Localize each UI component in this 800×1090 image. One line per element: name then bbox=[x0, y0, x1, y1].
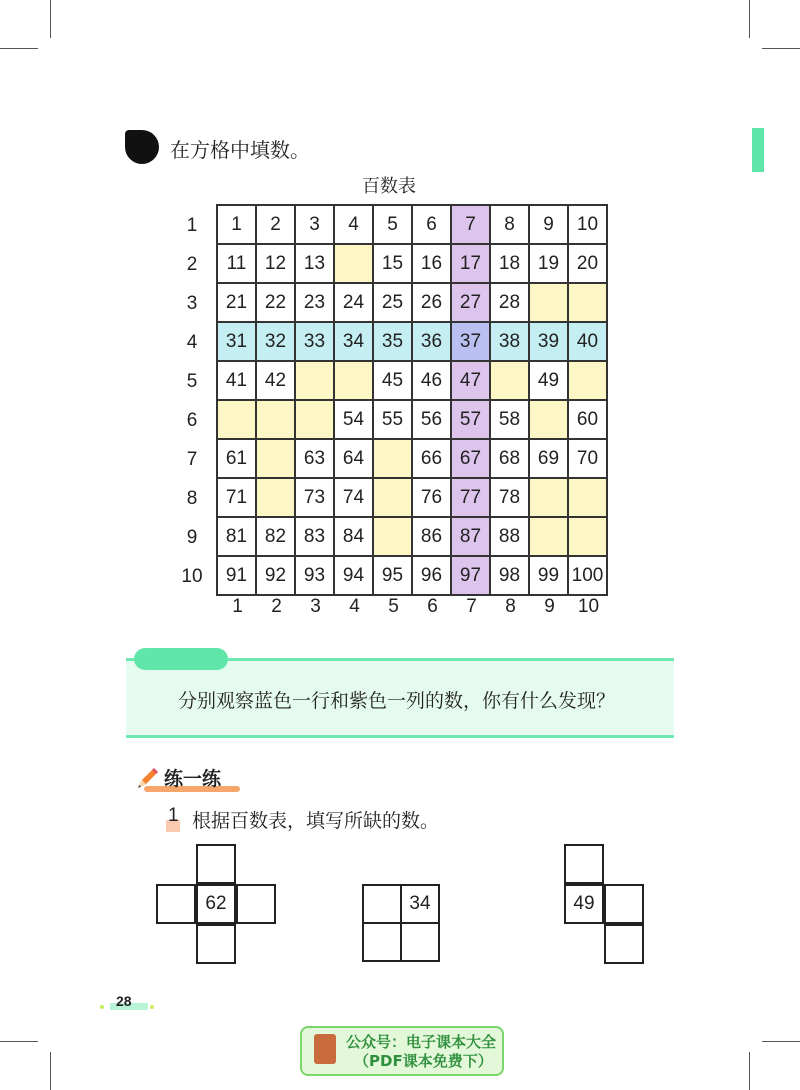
table-cell: 1 bbox=[218, 206, 257, 245]
answer-box[interactable] bbox=[400, 922, 440, 962]
column-label: 7 bbox=[466, 596, 477, 617]
table-cell[interactable] bbox=[257, 479, 296, 518]
table-cell[interactable] bbox=[296, 401, 335, 440]
table-cell: 47 bbox=[452, 362, 491, 401]
table-cell: 84 bbox=[335, 518, 374, 557]
pencil-icon bbox=[134, 766, 160, 792]
crop-mark bbox=[762, 48, 800, 49]
row-label: 1 bbox=[186, 214, 198, 236]
table-cell: 86 bbox=[413, 518, 452, 557]
table-cell: 8 bbox=[491, 206, 530, 245]
column-label: 5 bbox=[388, 596, 399, 617]
table-cell: 6 bbox=[413, 206, 452, 245]
table-cell: 9 bbox=[530, 206, 569, 245]
table-cell[interactable] bbox=[335, 245, 374, 284]
table-cell: 20 bbox=[569, 245, 608, 284]
table-cell: 31 bbox=[218, 323, 257, 362]
table-cell[interactable] bbox=[569, 362, 608, 401]
table-cell: 46 bbox=[413, 362, 452, 401]
table-cell: 99 bbox=[530, 557, 569, 596]
table-cell[interactable] bbox=[569, 518, 608, 557]
table-cell[interactable] bbox=[374, 518, 413, 557]
crop-mark bbox=[749, 0, 750, 38]
crop-mark bbox=[749, 1052, 750, 1090]
column-label: 9 bbox=[544, 596, 555, 617]
crop-mark bbox=[50, 0, 51, 38]
table-cell: 73 bbox=[296, 479, 335, 518]
table-cell[interactable] bbox=[569, 479, 608, 518]
answer-box[interactable] bbox=[236, 884, 276, 924]
table-cell: 76 bbox=[413, 479, 452, 518]
row-label: 2 bbox=[186, 253, 198, 275]
table-cell[interactable] bbox=[296, 362, 335, 401]
table-cell: 11 bbox=[218, 245, 257, 284]
table-cell: 3 bbox=[296, 206, 335, 245]
answer-box[interactable] bbox=[604, 884, 644, 924]
table-cell: 66 bbox=[413, 440, 452, 479]
answer-box[interactable] bbox=[156, 884, 196, 924]
hundred-table bbox=[216, 204, 608, 596]
table-cell[interactable] bbox=[374, 440, 413, 479]
decor-dot bbox=[100, 1005, 104, 1009]
table-cell: 10 bbox=[569, 206, 608, 245]
crop-mark bbox=[0, 48, 38, 49]
table-cell: 35 bbox=[374, 323, 413, 362]
table-cell: 45 bbox=[374, 362, 413, 401]
answer-box[interactable] bbox=[196, 924, 236, 964]
table-cell[interactable] bbox=[218, 401, 257, 440]
column-label: 10 bbox=[577, 596, 600, 617]
row-label: 3 bbox=[186, 292, 198, 314]
column-label: 2 bbox=[271, 596, 282, 617]
table-cell: 97 bbox=[452, 557, 491, 596]
discover-question: 分别观察蓝色一行和紫色一列的数，你有什么发现？ bbox=[178, 690, 616, 712]
table-cell: 74 bbox=[335, 479, 374, 518]
table-cell: 96 bbox=[413, 557, 452, 596]
table-cell: 57 bbox=[452, 401, 491, 440]
table-cell: 34 bbox=[335, 323, 374, 362]
table-cell[interactable] bbox=[569, 284, 608, 323]
table-cell: 25 bbox=[374, 284, 413, 323]
question-text: 根据百数表，填写所缺的数。 bbox=[192, 810, 440, 832]
row-label: 9 bbox=[186, 526, 198, 548]
practice-title: 练一练 bbox=[164, 768, 222, 790]
column-label: 6 bbox=[427, 596, 438, 617]
column-label: 4 bbox=[349, 596, 360, 617]
table-cell: 92 bbox=[257, 557, 296, 596]
table-cell: 18 bbox=[491, 245, 530, 284]
table-cell: 21 bbox=[218, 284, 257, 323]
table-cell: 40 bbox=[569, 323, 608, 362]
table-cell[interactable] bbox=[491, 362, 530, 401]
row-label: 4 bbox=[186, 331, 198, 353]
table-cell: 38 bbox=[491, 323, 530, 362]
table-cell: 33 bbox=[296, 323, 335, 362]
table-cell: 41 bbox=[218, 362, 257, 401]
table-cell: 82 bbox=[257, 518, 296, 557]
table-cell: 4 bbox=[335, 206, 374, 245]
table-cell: 15 bbox=[374, 245, 413, 284]
discover-tag bbox=[134, 648, 228, 670]
table-cell: 54 bbox=[335, 401, 374, 440]
crop-mark bbox=[762, 1041, 800, 1042]
table-cell: 27 bbox=[452, 284, 491, 323]
column-labels bbox=[218, 596, 608, 618]
table-cell[interactable] bbox=[530, 518, 569, 557]
row-label: 8 bbox=[186, 487, 198, 509]
table-cell: 63 bbox=[296, 440, 335, 479]
table-cell: 98 bbox=[491, 557, 530, 596]
table-cell: 28 bbox=[491, 284, 530, 323]
table-cell[interactable] bbox=[257, 440, 296, 479]
row-label: 5 bbox=[186, 370, 198, 392]
table-cell: 37 bbox=[452, 323, 491, 362]
table-cell: 71 bbox=[218, 479, 257, 518]
row-labels bbox=[180, 206, 204, 596]
table-cell: 36 bbox=[413, 323, 452, 362]
page-side-tab bbox=[752, 128, 764, 172]
answer-box[interactable] bbox=[564, 844, 604, 884]
answer-box[interactable] bbox=[362, 884, 402, 924]
table-cell: 22 bbox=[257, 284, 296, 323]
table-cell: 56 bbox=[413, 401, 452, 440]
table-cell: 16 bbox=[413, 245, 452, 284]
table-cell: 24 bbox=[335, 284, 374, 323]
column-label: 3 bbox=[310, 596, 321, 617]
section-bullet-icon bbox=[125, 130, 159, 164]
table-cell: 78 bbox=[491, 479, 530, 518]
answer-box[interactable] bbox=[196, 844, 236, 884]
table-cell[interactable] bbox=[530, 479, 569, 518]
watermark-line1: 公众号：电子课本大全 bbox=[346, 1033, 497, 1051]
table-cell: 39 bbox=[530, 323, 569, 362]
table-cell: 94 bbox=[335, 557, 374, 596]
answer-box[interactable] bbox=[604, 924, 644, 964]
table-cell: 67 bbox=[452, 440, 491, 479]
decor-dot bbox=[150, 1005, 154, 1009]
table-cell: 17 bbox=[452, 245, 491, 284]
table-cell: 95 bbox=[374, 557, 413, 596]
table-cell[interactable] bbox=[530, 284, 569, 323]
table-cell: 77 bbox=[452, 479, 491, 518]
table-cell[interactable] bbox=[530, 401, 569, 440]
table-cell: 2 bbox=[257, 206, 296, 245]
table-cell: 64 bbox=[335, 440, 374, 479]
table-cell: 70 bbox=[569, 440, 608, 479]
table-cell: 13 bbox=[296, 245, 335, 284]
table-cell: 12 bbox=[257, 245, 296, 284]
table-cell: 87 bbox=[452, 518, 491, 557]
table-cell: 100 bbox=[569, 557, 608, 596]
crop-mark bbox=[50, 1052, 51, 1090]
question-number: 1 bbox=[168, 805, 179, 826]
crop-mark bbox=[0, 1041, 38, 1042]
table-cell: 32 bbox=[257, 323, 296, 362]
given-number-box: 62 bbox=[196, 884, 236, 924]
given-number-box: 34 bbox=[400, 884, 440, 924]
table-cell: 83 bbox=[296, 518, 335, 557]
table-cell: 26 bbox=[413, 284, 452, 323]
table-cell: 23 bbox=[296, 284, 335, 323]
page-number: 28 bbox=[116, 993, 132, 1009]
table-cell: 81 bbox=[218, 518, 257, 557]
answer-box[interactable] bbox=[362, 922, 402, 962]
column-label: 1 bbox=[232, 596, 243, 617]
table-title: 百数表 bbox=[362, 176, 416, 197]
table-cell: 68 bbox=[491, 440, 530, 479]
watermark-badge bbox=[300, 1026, 504, 1076]
table-cell: 19 bbox=[530, 245, 569, 284]
book-icon bbox=[314, 1034, 336, 1064]
table-cell: 42 bbox=[257, 362, 296, 401]
table-cell[interactable] bbox=[374, 479, 413, 518]
table-cell: 91 bbox=[218, 557, 257, 596]
table-cell: 61 bbox=[218, 440, 257, 479]
table-cell: 58 bbox=[491, 401, 530, 440]
table-cell: 7 bbox=[452, 206, 491, 245]
table-cell[interactable] bbox=[257, 401, 296, 440]
watermark-line2: （PDF课本免费下） bbox=[354, 1052, 493, 1070]
row-label: 6 bbox=[186, 409, 198, 431]
table-cell: 93 bbox=[296, 557, 335, 596]
table-cell: 49 bbox=[530, 362, 569, 401]
given-number-box: 49 bbox=[564, 884, 604, 924]
table-cell: 69 bbox=[530, 440, 569, 479]
section-instruction: 在方格中填数。 bbox=[170, 138, 310, 162]
row-label: 7 bbox=[186, 448, 198, 470]
table-cell: 5 bbox=[374, 206, 413, 245]
table-cell: 60 bbox=[569, 401, 608, 440]
table-cell: 55 bbox=[374, 401, 413, 440]
table-cell: 88 bbox=[491, 518, 530, 557]
row-label: 10 bbox=[181, 565, 203, 587]
table-cell[interactable] bbox=[335, 362, 374, 401]
column-label: 8 bbox=[505, 596, 516, 617]
